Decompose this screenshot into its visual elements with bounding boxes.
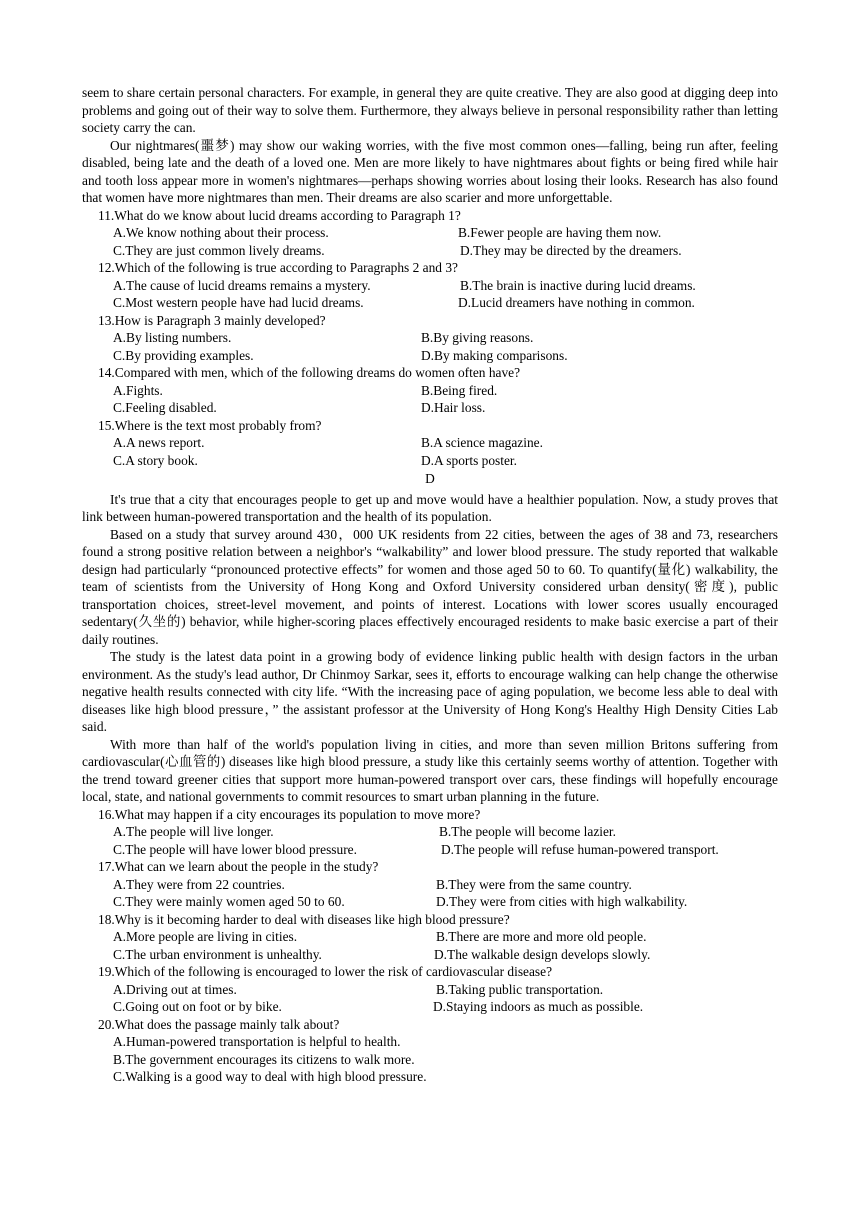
passage-c-paragraph-continued: seem to share certain personal characters. For example, in general they are quite creative. They are also good at digging deep into problems and going out of their way to solve them. Furthermore, they always believe in personal responsibility rather than letting society carry the can. [82,85,778,135]
option-16-b: B.The people will become lazier. [439,824,616,839]
option-17-a: A.They were from 22 countries. [113,876,285,892]
question-11-options-row [82,224,778,242]
option-17-c: C.They were mainly women aged 50 to 60. [113,894,345,909]
option-16-a: A.The people will live longer. [113,824,274,839]
option-11-c: C.They are just common lively dreams. [113,242,325,258]
option-15-b: B.A science magazine. [421,435,543,450]
option-19-b: B.Taking public transportation. [436,981,604,997]
question-20-stem: 20.What does the passage mainly talk about? [98,1016,340,1032]
option-20-b: B.The government encourages its citizens to walk more. [113,1051,415,1067]
question-20-option-row [82,1051,778,1069]
option-15-d: D.A sports poster. [421,452,517,468]
question-17-options-row [82,893,778,911]
option-14-a: A.Fights. [113,382,163,398]
question-11-options-row [82,242,778,260]
option-20-c: C.Walking is a good way to deal with high blood pressure. [113,1069,427,1084]
passage-d-paragraph-2: Based on a study that survey around 430，000 UK residents from 22 cities, between the ages of 38 and 73, researchers found a strong positive relation between a neighbor's “walkability” and lower blood pressure. The study reported that walkable design had particularly “pronounced protective effects” for women and those aged 50 to 60. To quantify(量化) walkability, the team of scientists from the University of Hong Kong and Oxford University considered urban density(密度), public transportation choices, street-level movement, and points of interest. Locations with lower scores usually encouraged sedentary(久坐的) behavior, while higher-scoring places effectively encouraged residents to make basic exercise a part of their daily routines. [82,526,778,647]
question-18-options-row [82,928,778,946]
question-15-options-row [82,452,778,470]
option-11-b: B.Fewer people are having them now. [458,225,662,240]
option-17-b: B.They were from the same country. [436,876,632,892]
option-14-d: D.Hair loss. [421,400,486,415]
question-18-options-row [82,946,778,964]
section-d-heading: D [425,471,435,486]
question-12-options-row [82,277,778,295]
option-20-a: A.Human-powered transportation is helpful to health. [113,1034,401,1049]
question-16-options-row [82,823,778,841]
question-16-options-row [82,841,778,859]
option-19-c: C.Going out on foot or by bike. [113,999,282,1014]
question-19-stem: 19.Which of the following is encouraged to lower the risk of cardiovascular disease? [98,964,553,979]
question-14-options-row [82,399,778,417]
question-13-options-row [82,329,778,347]
option-13-b: B.By giving reasons. [421,330,534,345]
question-15-options-row [82,434,778,452]
option-19-d: D.Staying indoors as much as possible. [433,999,644,1014]
question-19-options-row [82,998,778,1016]
question-12-options-row [82,294,778,312]
question-20-option-row [82,1033,778,1051]
question-18-stem: 18.Why is it becoming harder to deal with diseases like high blood pressure? [98,911,510,927]
question-13-stem: 13.How is Paragraph 3 mainly developed? [98,312,326,328]
question-20-option-row [82,1068,778,1086]
question-17-options-row [82,876,778,894]
option-11-d: D.They may be directed by the dreamers. [460,242,682,258]
question-16-stem: 16.What may happen if a city encourages its population to move more? [98,806,481,822]
option-16-c: C.The people will have lower blood pressure. [113,841,357,857]
option-13-c: C.By providing examples. [113,347,254,363]
question-14-options-row [82,382,778,400]
option-19-a: A.Driving out at times. [113,981,237,997]
question-15-stem: 15.Where is the text most probably from? [98,417,322,433]
option-13-d: D.By making comparisons. [421,347,568,363]
option-15-a: A.A news report. [113,435,205,450]
question-12-stem: 12.Which of the following is true according to Paragraphs 2 and 3? [98,260,458,275]
option-18-d: D.The walkable design develops slowly. [434,946,651,962]
option-12-c: C.Most western people have had lucid dreams. [113,295,364,310]
option-14-b: B.Being fired. [421,382,498,398]
option-13-a: A.By listing numbers. [113,330,232,345]
question-14-stem: 14.Compared with men, which of the following dreams do women often have? [98,365,521,380]
option-15-c: C.A story book. [113,452,198,468]
option-14-c: C.Feeling disabled. [113,400,217,415]
option-18-c: C.The urban environment is unhealthy. [113,946,322,962]
passage-c-paragraph-nightmares: Our nightmares(噩梦) may show our waking worries, with the five most common ones—falling, being run after, feeling disabled, being late and the death of a loved one. Men are more likely to have nightmares about fights or being fired while hair and tooth loss appear more in women's nightmares—perhaps showing worries about losing their looks. Research has also found that women have more nightmares than men. Their dreams are also scarier and more unforgettable. [82,137,778,205]
passage-d-paragraph-3: The study is the latest data point in a growing body of evidence linking public health with design factors in the urban environment. As the study's lead author, Dr Chinmoy Sarkar, sees it, efforts to encourage walking can help change the otherwise negative health results connected with city life. “With the increasing pace of aging population, we become less able to deal with diseases like high blood pressure，” the assistant professor at the University of Hong Kong's Healthy High Density Cities Lab said. [82,649,778,734]
option-12-d: D.Lucid dreamers have nothing in common. [458,295,695,310]
question-17-stem: 17.What can we learn about the people in the study? [98,859,379,874]
option-18-a: A.More people are living in cities. [113,929,298,944]
passage-d-paragraph-4: With more than half of the world's population living in cities, and more than seven million Britons suffering from cardiovascular(心血管的) diseases like high blood pressure, a study like this certainly seems worthy of attention. Together with the trend toward greener cities that support more human-powered transport over cars, these findings will hopefully encourage local, state, and national governments to commit resources to smart urban planning in the future. [82,736,778,804]
option-16-d: D.The people will refuse human-powered transport. [441,841,719,857]
option-18-b: B.There are more and more old people. [436,929,647,944]
question-11-stem: 11.What do we know about lucid dreams according to Paragraph 1? [98,207,461,223]
option-12-b: B.The brain is inactive during lucid dreams. [460,277,696,293]
option-11-a: A.We know nothing about their process. [113,225,329,240]
question-13-options-row [82,347,778,365]
passage-d-paragraph-1: It's true that a city that encourages people to get up and move would have a healthier population. Now, a study proves that link between human-powered transportation and the health of its population. [82,491,778,524]
question-19-options-row [82,981,778,999]
option-17-d: D.They were from cities with high walkability. [436,894,688,909]
option-12-a: A.The cause of lucid dreams remains a mystery. [113,277,371,293]
